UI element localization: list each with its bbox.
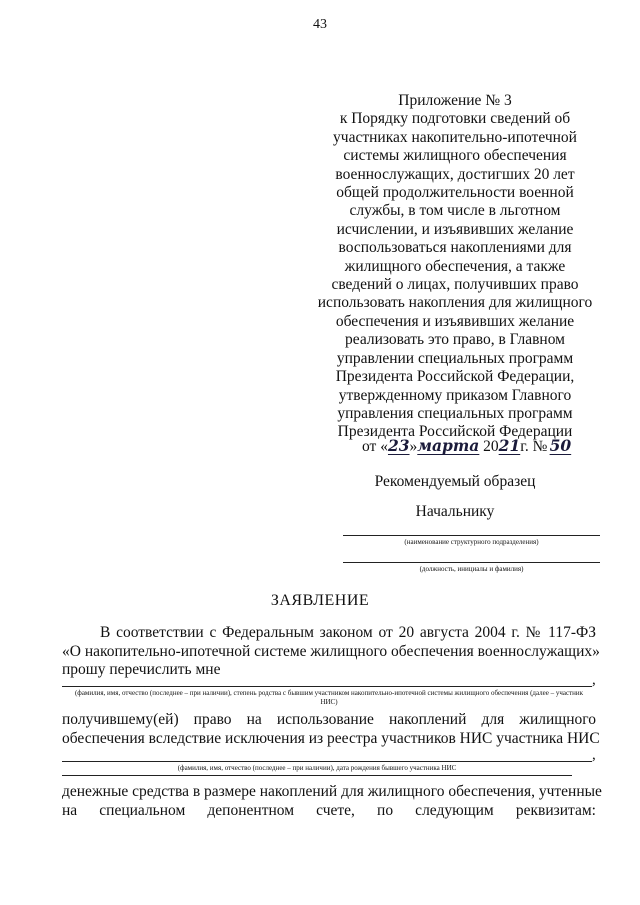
p1-line-3: прошу перечислить мне — [62, 661, 221, 678]
appendix-line: участниках накопительно-ипотечной — [333, 128, 577, 146]
position-caption: (должность, инициалы и фамилия) — [419, 565, 524, 573]
relative-caption: (фамилия, имя, отчество (последнее – при наличии), степень родства с бывшим участником накопительно-ипотечной системы жилищного обеспечения (далее – участник НИС) — [74, 689, 584, 706]
appendix-line: сведений о лицах, получивших право — [331, 276, 579, 294]
unit-caption: (наименование структурного подразделения) — [404, 538, 539, 546]
appendix-line: общей продолжительности военной — [336, 184, 574, 202]
p1-line-1: В соответствии с Федеральным законом от 20 августа 2004 г. № 117-ФЗ — [100, 624, 596, 641]
appendix-line: исчислении, и изъявивших желание — [336, 220, 574, 238]
appendix-line: к Порядку подготовки сведений об — [339, 110, 571, 128]
relative-comma: , — [592, 672, 596, 688]
addressee: Начальнику — [415, 503, 495, 520]
former-line — [62, 761, 592, 762]
appendix-header — [305, 92, 605, 442]
order-number: 50 — [549, 436, 572, 455]
appendix-line: управлении специальных программ — [336, 349, 574, 367]
appendix-line: жилищного обеспечения, а также — [344, 257, 566, 275]
p2-line-2: обеспечения вследствие исключения из реестра участников НИС участника НИС — [62, 729, 600, 747]
position-line — [343, 562, 600, 563]
order-day: 23 — [387, 436, 410, 455]
former-comma: , — [592, 747, 596, 763]
p1-line-2: «О накопительно-ипотечной системе жилищного обеспечения военнослужащих» — [62, 642, 600, 660]
appendix-line: военнослужащих, достигших 20 лет — [335, 165, 575, 183]
appendix-line: Президента Российской Федерации — [337, 423, 573, 441]
former-underline — [62, 775, 572, 776]
appendix-line: воспользоваться накоплениями для — [338, 239, 572, 257]
relative-line — [62, 686, 592, 687]
p3-line-1: денежные средства в размере накоплений для жилищного обеспечения, учтенные — [62, 783, 602, 800]
order-year-prefix: 20 — [479, 438, 499, 455]
appendix-line: реализовать это право, в Главном — [345, 331, 565, 349]
order-reference — [362, 436, 573, 456]
appendix-line: системы жилищного обеспечения — [343, 147, 567, 165]
appendix-line: обеспечения и изъявивших желание — [335, 312, 575, 330]
appendix-line: Президента Российской Федерации, — [335, 368, 575, 386]
appendix-line: Приложение № 3 — [398, 92, 512, 109]
paragraph-1 — [62, 624, 600, 680]
p3-line-2: на специальном депонентном счете, по следующим реквизитам: — [62, 801, 596, 819]
p2-line-1: получившему(ей) право на использование накоплений для жилищного — [62, 711, 596, 728]
former-caption: (фамилия, имя, отчество (последнее – при наличии), дата рождения бывшего участника НИС — [177, 764, 457, 772]
unit-line — [343, 535, 600, 536]
appendix-line: использовать накопления для жилищного — [317, 294, 593, 312]
appendix-line: службы, в том числе в льготном — [349, 202, 561, 220]
order-month: марта — [417, 436, 480, 455]
sample-label: Рекомендуемый образец — [374, 473, 536, 490]
order-quote: » — [409, 438, 418, 455]
order-year: 21 — [498, 436, 521, 455]
order-prefix: от « — [362, 438, 388, 455]
page-number: 43 — [313, 17, 327, 32]
order-number-label: г. № — [520, 438, 548, 455]
appendix-line: управления специальных программ — [337, 404, 573, 422]
paragraph-2 — [62, 711, 600, 748]
paragraph-3 — [62, 783, 602, 820]
document-title: ЗАЯВЛЕНИЕ — [270, 592, 370, 609]
appendix-line: утвержденному приказом Главного — [338, 386, 572, 404]
